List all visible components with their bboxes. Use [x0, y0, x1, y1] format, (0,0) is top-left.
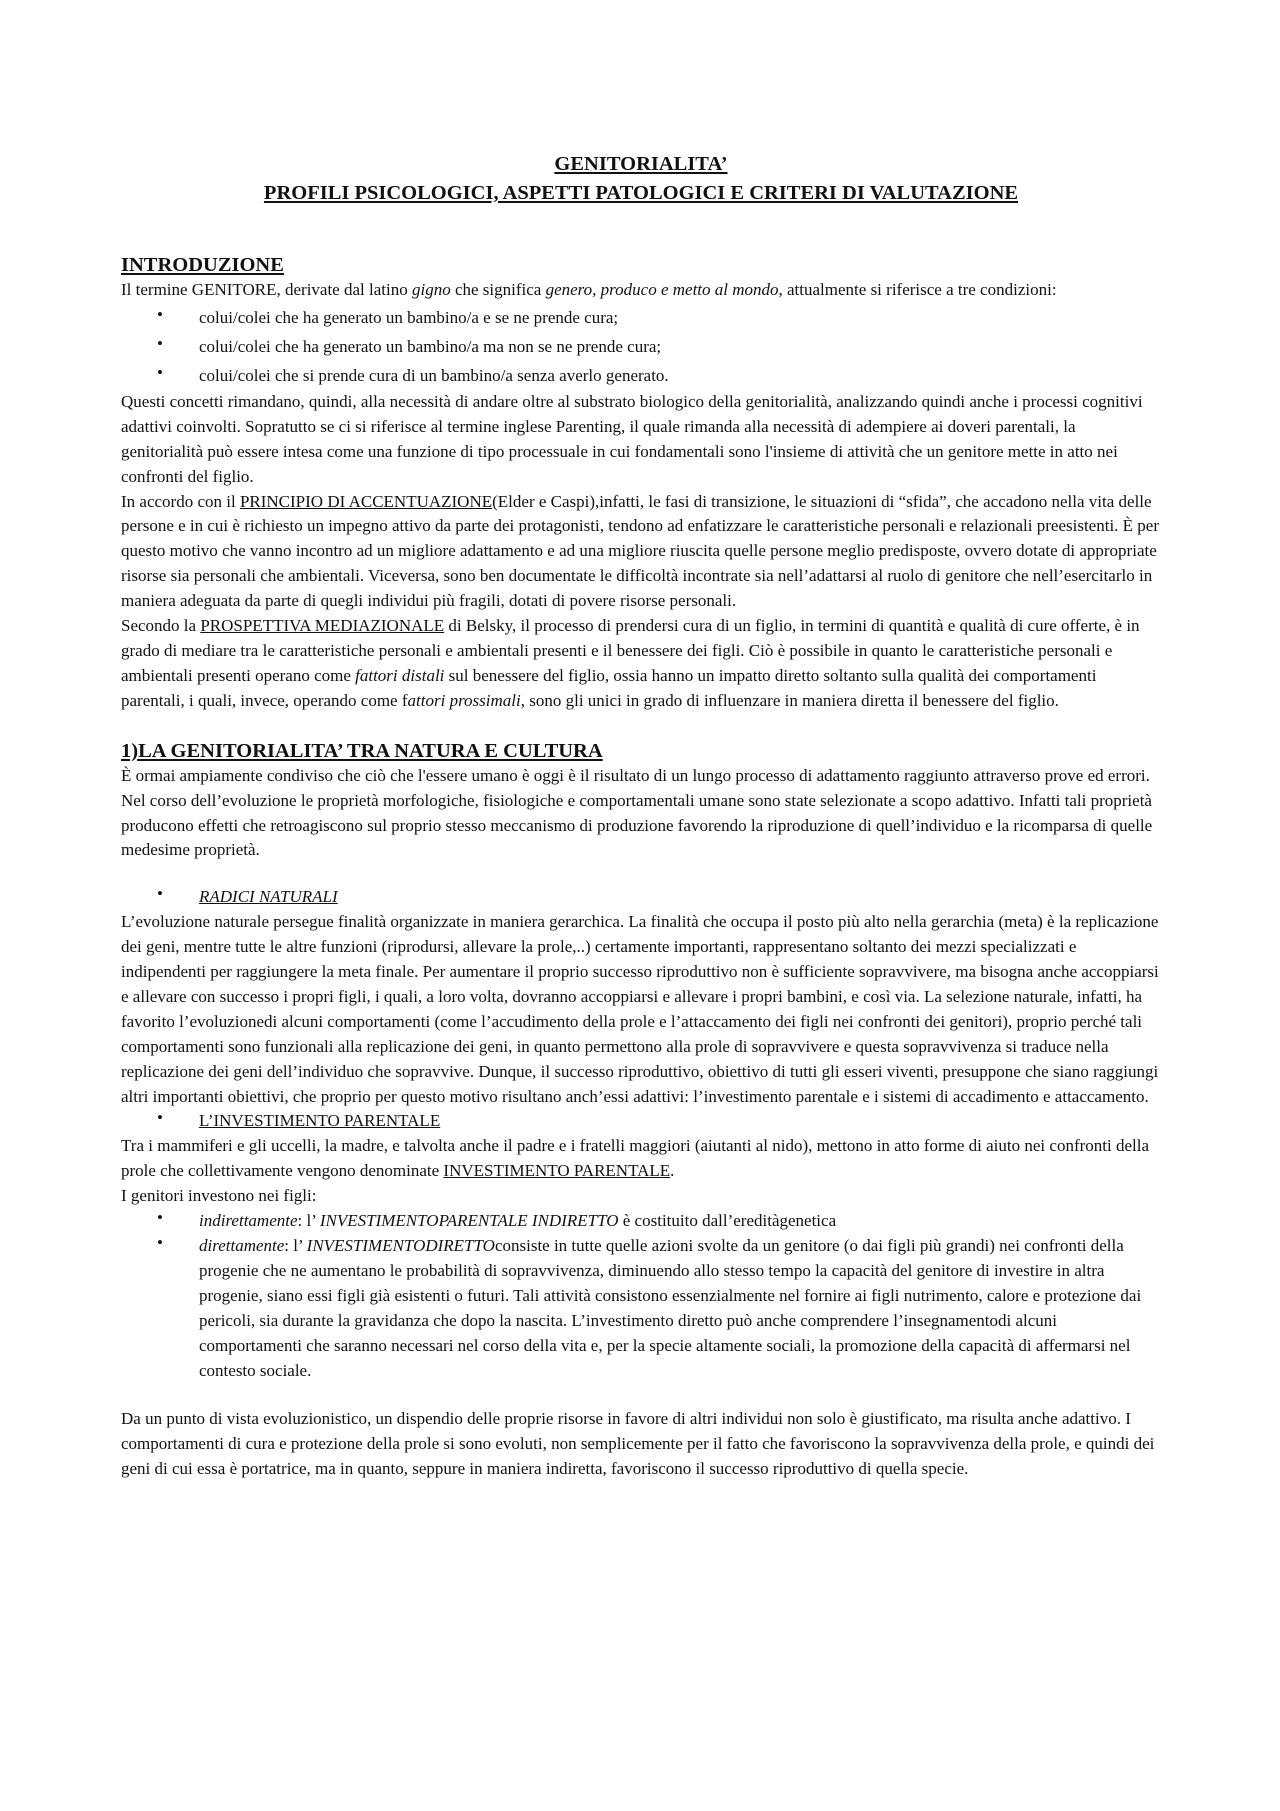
intro-paragraph-2: Questi concetti rimandano, quindi, alla necessità di andare oltre al substrato biologico della genitorialità, analizzando quindi anche i processi cognitivi adattivi coinvolti. Sopratutto se ci si riferisce al termine inglese Parenting, il quale rimanda alla necessità di adempiere ai doveri parentali, la genitorialità può essere intesa come una funzione di tipo processuale in cui fondamentali sono l'insieme di attività che un genitore mette in atto nei confronti del figlio.: [121, 391, 1143, 486]
section-1-paragraph-5: Da un punto di vista evoluzionistico, un dispendio delle proprie risorse in favore di altri individui non solo è giustificato, ma risulta anche adattivo. I comportamenti di cura e protezione della prole si sono evoluti, non semplicemente per il fatto che favoriscono la sopravvivenza della prole, e quindi dei geni di cui essa è portatrice, ma in quanto, seppure in maniera indiretta, favoriscono il successo riproduttivo di quella specie.: [121, 1409, 1155, 1479]
radici-naturali-list: [121, 885, 1161, 910]
list-item: [121, 1109, 1161, 1134]
section-1-heading: 1)LA GENITORIALITA’ TRA NATURA E CULTURA: [121, 739, 603, 762]
list-item: • colui/colei che ha generato un bambino/a e se ne prende cura;: [121, 303, 1161, 332]
section-1-paragraph-4: I genitori investono nei figli:: [121, 1186, 317, 1206]
investimento-parentale-heading: L’INVESTIMENTO PARENTALE: [199, 1111, 441, 1131]
list-item: • colui/colei che si prende cura di un bambino/a senza averlo generato.: [121, 361, 1161, 390]
intro-paragraph-4: Secondo la PROSPETTIVA MEDIAZIONALE di Belsky, il processo di prendersi cura di un figlio, in termini di quantità e qualità di cure offerte, è in grado di mediare tra le caratteristiche personali e ambientali presenti e il benessere dei figli. Ciò è possibile in quanto le caratteristiche personali e ambientali presenti operano come fattori distali sul benessere del figlio, ossia hanno un impatto diretto soltanto sulla qualità dei comportamenti parentali, i quali, invece, operando come fattori prossimali, sono gli unici in grado di influenzare in maniera diretta il benessere del figlio.: [121, 616, 1140, 710]
section-1-paragraph-2: L’evoluzione naturale persegue finalità organizzate in maniera gerarchica. La finalità che occupa il posto più alto nella gerarchia (meta) è la replicazione dei geni, mentre tutte le altre funzioni (riprodursi, allevare la prole,..) certamente importanti, rappresentano soltanto dei mezzi specializzati e indipendenti per raggiungere la meta finale. Per aumentare il proprio successo riproduttivo non è sufficiente sopravvivere, ma bisogna anche accoppiarsi e allevare con successo i propri figli, i quali, a loro volta, dovranno accoppiarsi e allevare i propri bambini, e così via. La selezione naturale, infatti, ha favorito l’evoluzionedi alcuni comportamenti (come l’accudimento della prole e l’attaccamento dei figli nei confronti dei genitori), proprio perché tali comportamenti sono funzionali alla replicazione dei geni, in quanto permettono alla prole di sopravvivere e questa sopravvivenza si traduce nella replicazione dei geni dell’individuo che sopravvive. Dunque, il successo riproduttivo, obiettivo di tutti gli esseri viventi, presuppone che siano raggiungi altri importanti obiettivi, che proprio per questo motivo risultano anch’essi adattivi: l’investimento parentale e i sistemi di accadimento e attaccamento.: [121, 912, 1159, 1106]
document-title: GENITORIALITA’: [554, 153, 728, 175]
intro-paragraph-1: Il termine GENITORE, derivate dal latino gigno che significa genero, produco e metto al mondo, attualmente si riferisce a tre condizioni:: [121, 280, 1057, 299]
intro-heading: INTRODUZIONE: [121, 254, 284, 276]
radici-naturali-heading: RADICI NATURALI: [199, 887, 338, 907]
intro-conditions-list: [121, 303, 1161, 390]
investimento-term: INVESTIMENTO PARENTALE: [443, 1161, 671, 1181]
principle-term: PRINCIPIO DI ACCENTUAZIONE: [239, 491, 493, 511]
list-item: • indirettamente: l’ INVESTIMENTOPARENTALE INDIRETTO è costituito dall’ereditàgenetica: [121, 1209, 1161, 1234]
list-item: [121, 885, 1161, 910]
investment-types-list: [121, 1209, 1161, 1383]
document-subtitle: PROFILI PSICOLOGICI, ASPETTI PATOLOGICI E CRITERI DI VALUTAZIONE: [263, 182, 1019, 204]
section-1-paragraph-3: Tra i mammiferi e gli uccelli, la madre, e talvolta anche il padre e i fratelli maggiori (aiutanti al nido), mettono in atto forme di aiuto nei confronti della prole che collettivamente vengono denominate INVESTIMENTO PARENTALE.: [121, 1136, 1150, 1181]
list-item: • colui/colei che ha generato un bambino/a ma non se ne prende cura;: [121, 332, 1161, 361]
list-item: • direttamente: l’ INVESTIMENTODIRETTOconsiste in tutte quelle azioni svolte da un genitore (o dai figli più grandi) nei confronti della progenie che ne aumentano le probabilità di sopravvivenza, diminuendo allo stesso tempo la capacità del genitore di investire in altra progenie, siano essi figli già esistenti o futuri. Tali attività consistono essenzialmente nel fornire ai figli nutrimento, calore e protezione dai pericoli, sia durante la gravidanza che dopo la nascita. L’investimento diretto può anche comprendere l’insegnamentodi alcuni comportamenti che saranno necessari nel corso della vita e, per la specie altamente sociali, la promozione della capacità di affermarsi nel contesto sociale.: [121, 1234, 1161, 1383]
section-1-paragraph-1: È ormai ampiamente condiviso che ciò che l'essere umano è oggi è il risultato di un lungo processo di adattamento raggiunto attraverso prove ed errori. Nel corso dell’evoluzione le proprietà morfologiche, fisiologiche e comportamentali umane sono state selezionate a scopo adattivo. Infatti tali proprietà producono effetti che retroagiscono sul proprio stesso meccanismo di produzione favorendo la riproduzione di quell’individuo e la ricomparsa di quelle medesime proprietà.: [121, 765, 1153, 860]
perspective-term: PROSPETTIVA MEDIAZIONALE: [200, 616, 445, 636]
intro-paragraph-3: In accordo con il PRINCIPIO DI ACCENTUAZIONE(Elder e Caspi),infatti, le fasi di transizione, le situazioni di “sfida”, che accadono nella vita delle persone e in cui è richiesto un impegno attivo da parte dei protagonisti, tendono ad enfatizzare le caratteristiche personali e relazionali preesistenti. È per questo motivo che vanno incontro ad un migliore adattamento e ad una migliore riuscita quelle persone meglio predisposte, ovvero dotate di appropriate risorse sia personali che ambientali. Viceversa, sono ben documentate le difficoltà incontrate sia nell’adattarsi al ruolo di genitore che nell’esercitarlo in maniera adeguata da parte di quegli individui più fragili, dotati di povere risorse personali.: [121, 491, 1160, 611]
investimento-heading-list: [121, 1109, 1161, 1134]
document-body: [121, 150, 1161, 1482]
